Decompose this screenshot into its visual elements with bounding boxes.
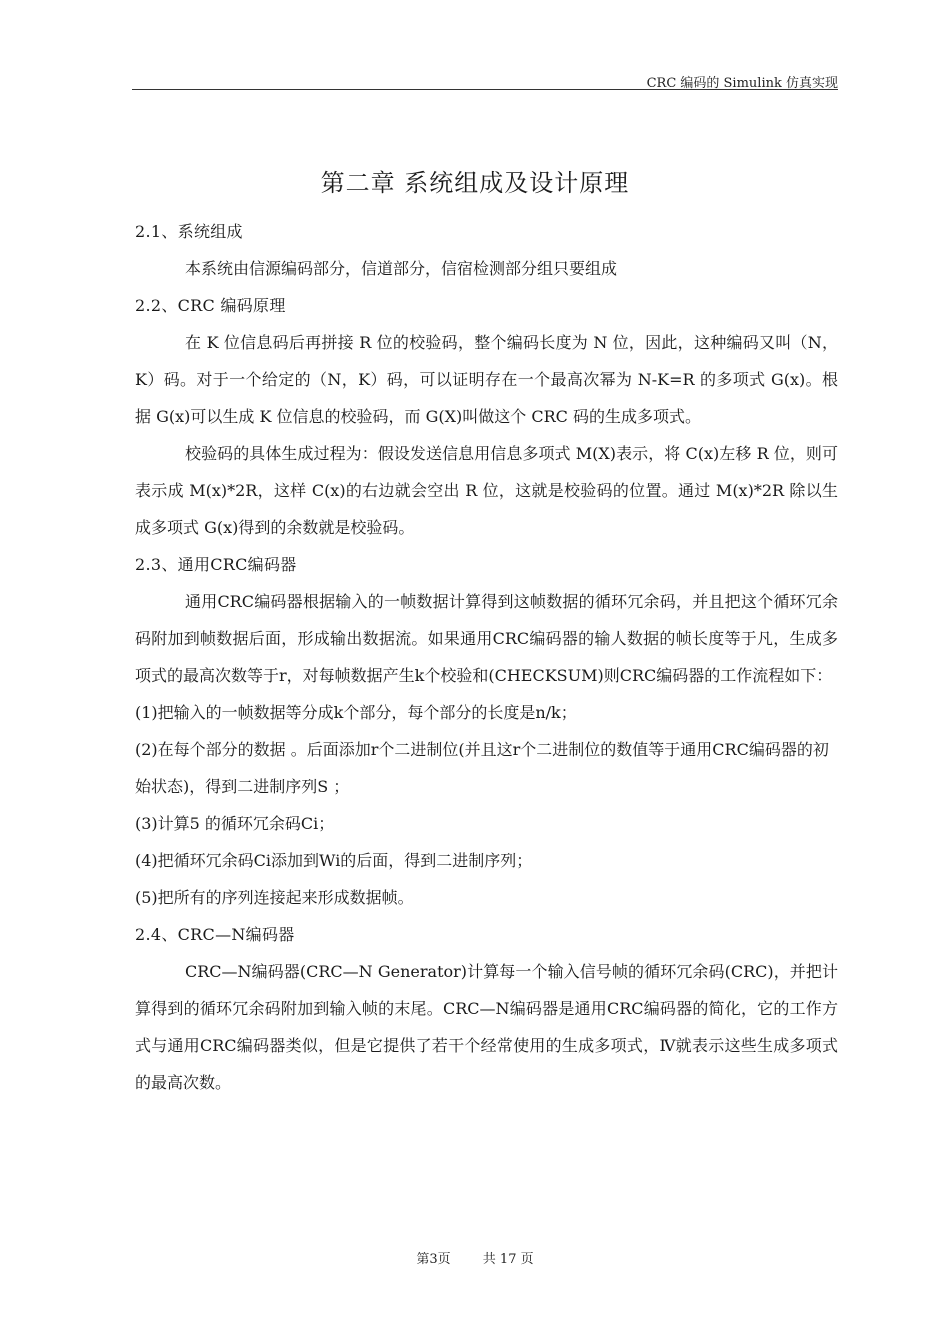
- list-item: (1)把输入的一帧数据等分成k个部分，每个部分的长度是n/k；: [135, 703, 577, 722]
- paragraph: 校验码的具体生成过程为：假设发送信息用信息多项式 M(X)表示，将 C(x)左移 R 位，则可表示成 M(x)*2R，这样 C(x)的右边就会空出 R 位，这就是校验码的位置。通过 M(x)*2R 除以生成多项式 G(x)得到的余数就是校验码。: [135, 444, 838, 537]
- paragraph: 通用CRC编码器根据输入的一帧数据计算得到这帧数据的循环冗余码，并且把这个循环冗余码附加到帧数据后面，形成输出数据流。如果通用CRC编码器的输人数据的帧长度等于凡，生成多项式的最高次数等于r，对每帧数据产生k个校验和(CHECKSUM)则CRC编码器的工作流程如下：: [135, 592, 838, 685]
- list-item: (3)计算5 的循环冗余码Ci；: [135, 814, 335, 833]
- paragraph: 本系统由信源编码部分，信道部分，信宿检测部分组只要组成: [185, 259, 618, 278]
- page-footer: [0, 1248, 950, 1267]
- chapter-title: 第二章 系统组成及设计原理: [320, 169, 630, 197]
- list-item: (4)把循环冗余码Ci添加到Wi的后面，得到二进制序列；: [135, 851, 533, 870]
- page-number: 第3页: [416, 1252, 451, 1267]
- document-body: [135, 213, 838, 1101]
- running-header: CRC 编码的 Simulink 仿真实现: [646, 76, 838, 91]
- section-heading-2-2: 2.2、CRC 编码原理: [135, 296, 286, 315]
- header-rule: [132, 89, 838, 90]
- paragraph: 在 K 位信息码后再拼接 R 位的校验码，整个编码长度为 N 位，因此，这种编码又叫（N，K）码。对于一个给定的（N，K）码，可以证明存在一个最高次幂为 N-K=R 的多项式 G(x)。根据 G(x)可以生成 K 位信息的校验码，而 G(X)叫做这个 CRC 码的生成多项式。: [135, 333, 838, 426]
- section-heading-2-3: 2.3、通用CRC编码器: [135, 555, 297, 574]
- section-heading-2-1: 2.1、系统组成: [135, 222, 243, 241]
- section-heading-2-4: 2.4、CRC—N编码器: [135, 925, 295, 944]
- page-total: 共 17 页: [482, 1252, 534, 1267]
- paragraph: CRC—N编码器(CRC—N Generator)计算每一个输入信号帧的循环冗余码(CRC)，并把计算得到的循环冗余码附加到输入帧的末尾。CRC—N编码器是通用CRC编码器的简化，它的工作方式与通用CRC编码器类似，但是它提供了若干个经常使用的生成多项式，Ⅳ就表示这些生成多项式的最高次数。: [135, 962, 838, 1092]
- list-item: (5)把所有的序列连接起来形成数据帧。: [135, 888, 414, 907]
- list-item: (2)在每个部分的数据 。后面添加r个二进制位(并且这r个二进制位的数值等于通用CRC编码器的初始状态)，得到二进制序列S ；: [135, 740, 829, 796]
